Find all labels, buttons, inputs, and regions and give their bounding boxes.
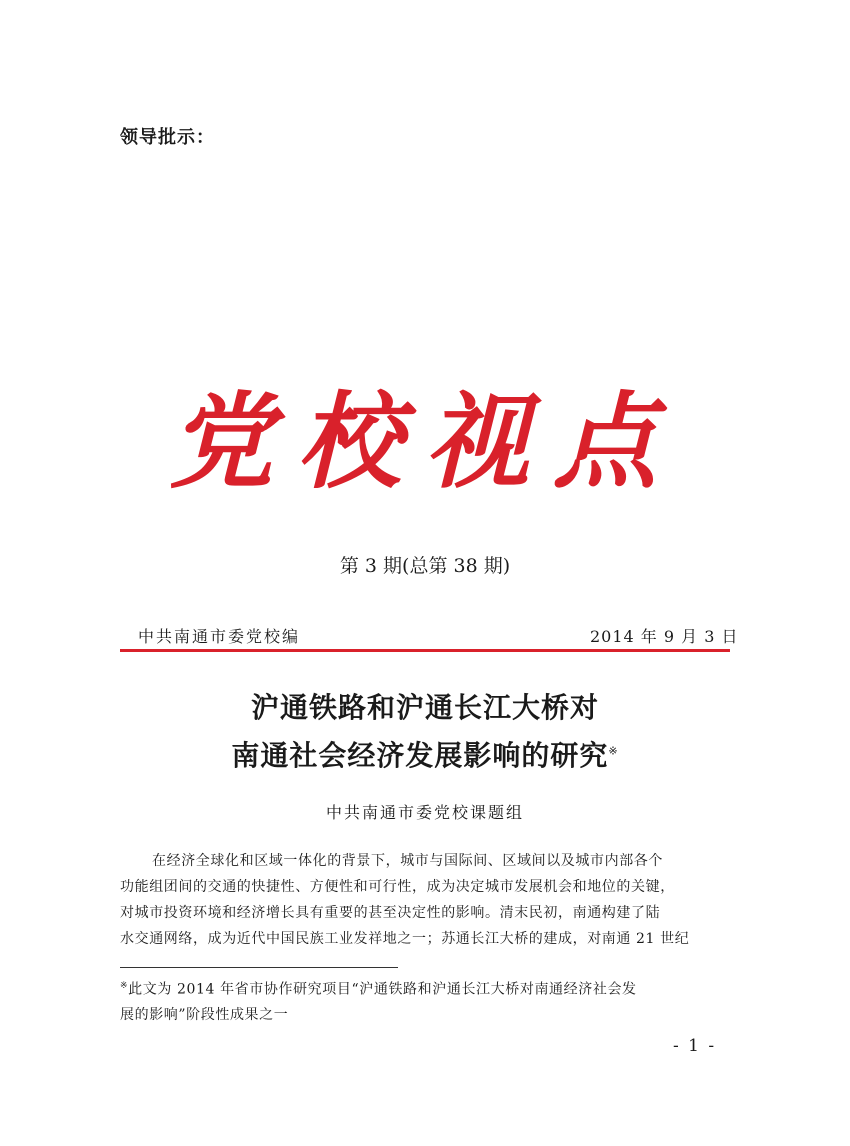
- footnote-line-1: [120, 974, 732, 1003]
- body-line: 功能组团间的交通的快捷性、方便性和可行性，成为决定城市发展机会和地位的关键，: [120, 879, 675, 895]
- footnote-divider: [120, 967, 398, 968]
- issue-number: 第 3 期(总第 38 期): [339, 555, 511, 577]
- publish-date: 2014 年 9 月 3 日: [590, 627, 739, 646]
- article-title-line-2-text: 南通社会经济发展影响的研究: [231, 739, 609, 772]
- footnote: [120, 974, 732, 1028]
- footnote-line-1-text: 此文为 2014 年省市协作研究项目“沪通铁路和沪通长江大桥对南通经济社会发: [128, 981, 637, 998]
- body-line: 对城市投资环境和经济增长具有重要的甚至决定性的影响。清末民初，南通构建了陆: [120, 905, 661, 921]
- article-title-line-1: 沪通铁路和沪通长江大桥对: [250, 691, 599, 724]
- header-red-rule: [120, 649, 730, 652]
- body-line: 水交通网络，成为近代中国民族工业发祥地之一；苏通长江大桥的建成，对南通 21 世纪: [120, 931, 690, 947]
- page-number: - 1 -: [673, 1036, 717, 1056]
- title-note-mark: ※: [608, 744, 619, 758]
- body-line: 在经济全球化和区域一体化的背景下，城市与国际间、区域间以及城市内部各个: [152, 853, 663, 869]
- footnote-line-2: 展的影响”阶段性成果之一: [120, 1006, 289, 1023]
- article-title-line-2: [0, 734, 850, 774]
- masthead-title: 党校视点: [168, 380, 681, 503]
- leader-comment-label: 领导批示：: [120, 127, 215, 148]
- footnote-mark: ※: [120, 981, 129, 991]
- publisher-line: 中共南通市委党校编: [138, 627, 301, 646]
- article-author: 中共南通市委党校课题组: [325, 803, 524, 822]
- article-body: [120, 848, 730, 952]
